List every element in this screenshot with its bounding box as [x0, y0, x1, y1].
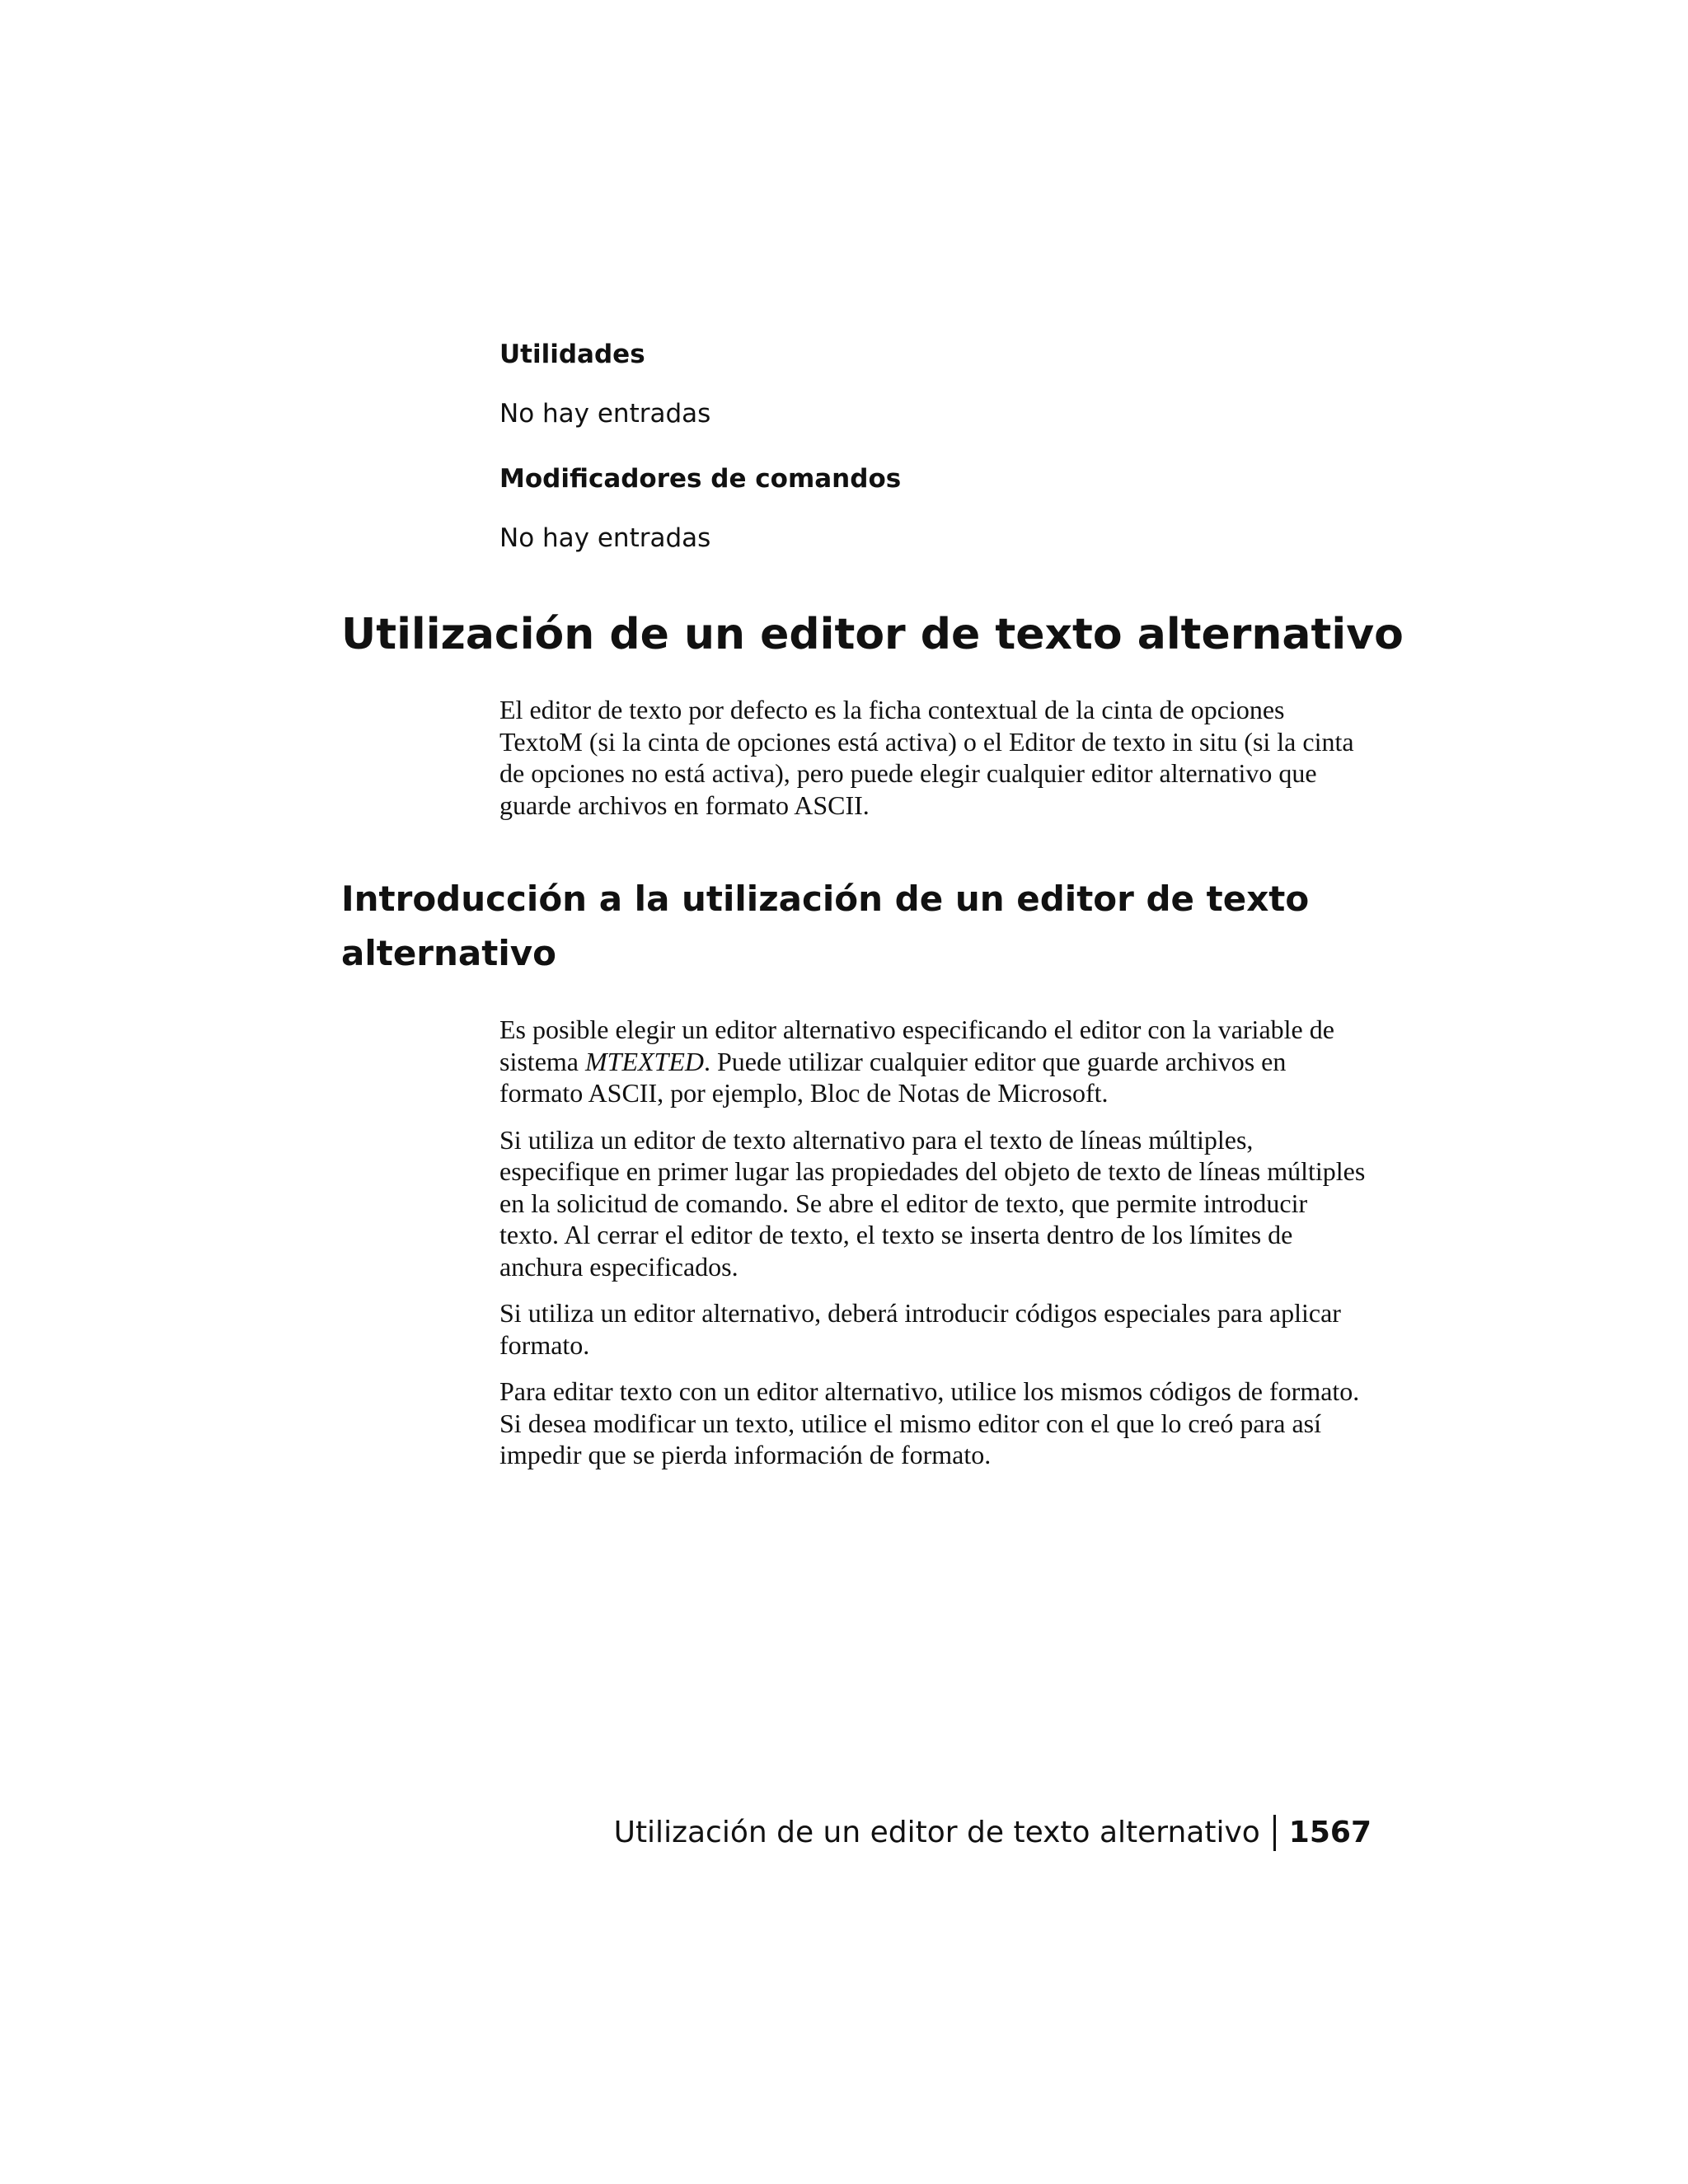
intro-paragraph-4: Para editar texto con un editor alternativo, utilice los mismos códigos de formato. Si desea modificar un texto, utilice el mismo editor con el que lo creó para así impedir que se pierda información de formato.: [499, 1376, 1360, 1469]
section-title: Modificadores de comandos: [499, 464, 902, 494]
intro-body: [499, 1014, 1373, 1486]
section-value: No hay entradas: [499, 523, 711, 553]
footer-title: Utilización de un editor de texto alternativo: [613, 1816, 1260, 1849]
page-number: 1567: [1288, 1816, 1372, 1849]
sub-heading: Introducción a la utilización de un editor de texto alternativo: [341, 879, 1310, 973]
footer-separator: [1273, 1815, 1276, 1851]
section-title: Utilidades: [499, 340, 645, 369]
intro-p1-before: Es posible elegir un editor alternativo especificando el editor con la variable de sistema: [499, 1015, 1334, 1076]
section-utilidades: [499, 338, 1373, 371]
section-modificadores: [499, 462, 1373, 495]
page-footer: [614, 1813, 1372, 1853]
main-body: [499, 694, 1373, 836]
intro-p1-after: . Puede utilizar cualquier editor que guarde archivos en formato ASCII, por ejemplo, Bloc de Notas de Microsoft.: [499, 1046, 1287, 1108]
intro-paragraph-1: [499, 1014, 1373, 1109]
main-paragraph: El editor de texto por defecto es la ficha contextual de la cinta de opciones TextoM (si la cinta de opciones está activa) o el Editor de texto in situ (si la cinta de opciones no está activa), pero puede elegir cualquier editor alternativo que guarde archivos en formato ASCII.: [499, 695, 1354, 820]
section-modificadores-value: [499, 522, 1373, 555]
intro-paragraph-3: Si utiliza un editor alternativo, deberá introducir códigos especiales para aplicar formato.: [499, 1298, 1341, 1360]
main-heading: Utilización de un editor de texto alternativo: [341, 610, 1404, 659]
section-utilidades-value: [499, 397, 1373, 430]
intro-paragraph-2: Si utiliza un editor de texto alternativo para el texto de líneas múltiples, especifique en primer lugar las propiedades del objeto de texto de líneas múltiples en la solicitud de comando. Se abre el editor de texto, que permite introducir texto. Al cerrar el editor de texto, el texto se inserta dentro de los límites de anchura especificados.: [499, 1124, 1366, 1282]
system-variable-name: MTEXTED: [584, 1046, 704, 1076]
section-value: No hay entradas: [499, 399, 711, 429]
